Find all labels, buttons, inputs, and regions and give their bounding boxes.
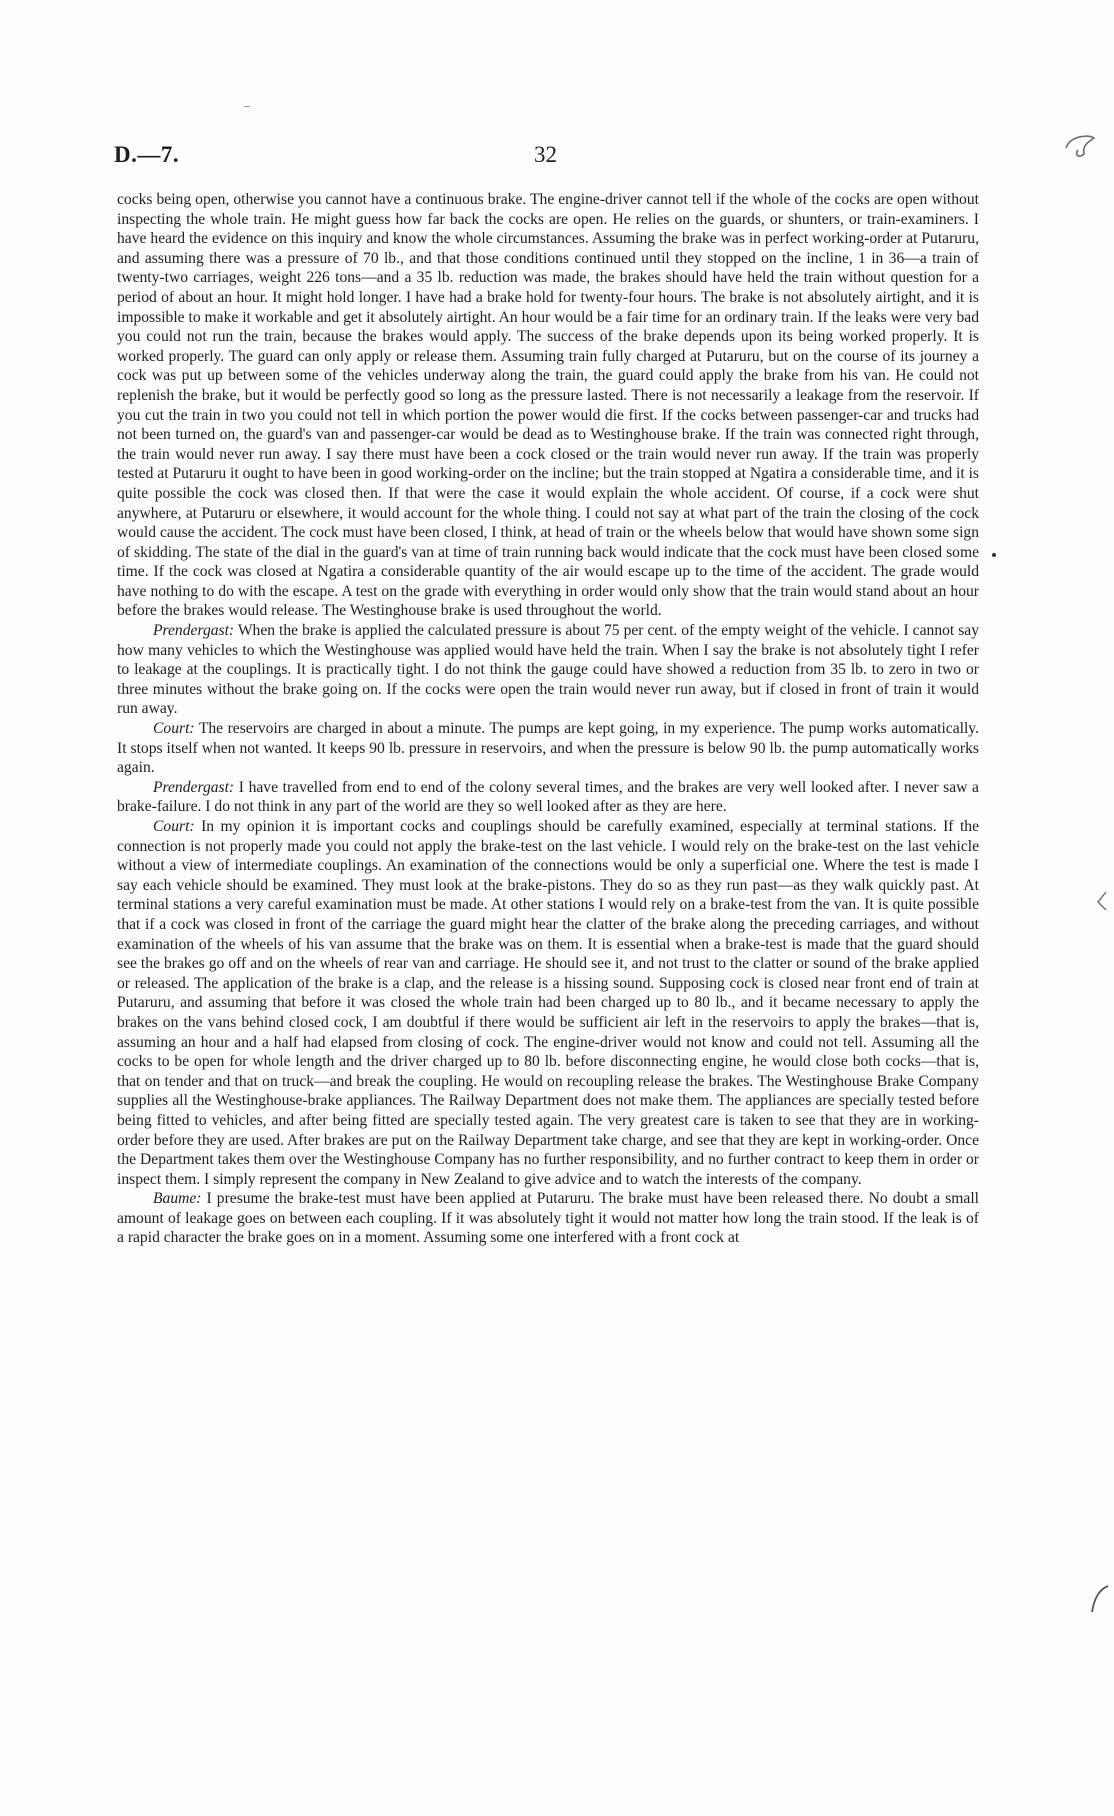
paragraph <box>117 1189 979 1248</box>
testimony-body <box>117 190 979 1248</box>
paragraph-text: I presume the brake-test must have been applied at Putaruru. The brake must have been released there. No doubt a small amount of leakage goes on between each coupling. If it was absolutely tight it would not matter how long the train stood. If the leak is of a rapid character the brake goes on in a moment. Assuming some one interfered with a front cock at <box>117 1190 979 1247</box>
paragraph-text: The reservoirs are charged in about a minute. The pumps are kept going, in my experience. The pump works automatically. It stops itself when not wanted. It keeps 90 lb. pressure in reservoirs, and when the pressure is below 90 lb. the pump automatically works again. <box>117 720 979 777</box>
pencil-curve-icon <box>1088 1582 1112 1616</box>
paragraph <box>117 621 979 719</box>
document-reference: D.—7. <box>114 142 180 167</box>
paragraph-text: When the brake is applied the calculated pressure is about 75 per cent. of the empty weight of the vehicle. I cannot say how many vehicles to which the Westinghouse was applied would have held the train. When I say the brake is not absolutely tight I refer to leakage at the couplings. It is practically tight. I do not think the gauge could have showed a reduction from 35 lb. to zero in two or three minutes without the brake going on. If the cocks were open the train would never run away, but if closed in front of train it would run away. <box>117 622 979 718</box>
speaker-label: Baume: <box>153 1190 202 1208</box>
paragraph <box>117 778 979 817</box>
paragraph-text: In my opinion it is important cocks and couplings should be carefully examined, especially at terminal stations. If the connection is not properly made you could not apply the brake-test on the last vehicle. I would rely on the brake-test on the last vehicle without a view of intermediate couplings. An examination of the connections would be only a superficial one. Where the test is made I say each vehicle should be examined. They must look at the brake-pistons. They do so as they run past—as they walk quickly past. At terminal stations a very careful examination must be made. At other stations I would rely on a brake-test from the van. It is quite possible that if a cock was closed in front of the carriage the guard might hear the clatter of the brake along the preceding carriages, and without examination of the wheels of his van assume that the brake was on them. It is essential when a brake-test is made that the guard should see the brakes go off and on the wheels of rear van and carriage. He should see it, and not trust to the clatter or sound of the brake applied or released. The application of the brake is a clap, and the release is a hissing sound. Supposing cock is closed near front end of train at Putaruru, and assuming that before it was closed the whole train had been charged up to 80 lb., and it became necessary to apply the brakes on the vans behind closed cock, I am doubtful if there would be sufficient air left in the reservoirs to apply the brakes—that is, assuming an hour and a half had elapsed from closing of cock. The engine-driver would not know and could not tell. Assuming all the cocks to be open for whole length and the driver charged up to 80 lb. before disconnecting engine, he would close both cocks—that is, that on tender and that on truck—and break the coupling. He would on recoupling release the brakes. The Westinghouse Brake Company supplies all the Westinghouse-brake appliances. The Railway Department does not make them. The appliances are specially tested before being fitted to vehicles, and after being fitted are specially tested again. The very greatest care is taken to see that they are in working-order before they are used. After brakes are put on the Railway Department take charge, and see that they are kept in working-order. Once the Department takes them over the Westinghouse Company has no further responsibility, and no further contract to keep them in order or inspect them. I simply represent the company in New Zealand to give advice and to watch the interests of the company. <box>117 818 979 1188</box>
pencil-tick-icon <box>1094 890 1110 912</box>
paragraph <box>117 817 979 1189</box>
scan-mark <box>244 106 250 107</box>
paragraph <box>117 719 979 778</box>
speaker-label: Prendergast: <box>153 778 235 796</box>
paragraph <box>117 190 979 621</box>
bullet-dot-icon <box>991 552 997 558</box>
page-number: 32 <box>534 142 557 167</box>
page-header <box>114 142 980 182</box>
speaker-label: Court: <box>153 720 195 738</box>
paragraph-text: I have travelled from end to end of the colony several times, and the brakes are very well looked after. I never saw a brake-failure. I do not think in any part of the world are they so well looked after as they are here. <box>117 778 979 816</box>
speaker-label: Prendergast: <box>153 622 235 640</box>
paragraph-text: cocks being open, otherwise you cannot have a continuous brake. The engine-driver cannot tell if the whole of the cocks are open without inspecting the whole train. He might guess how far back the cocks are open. He relies on the guards, or shunters, or train-examiners. I have heard the evidence on this inquiry and know the whole circumstances. Assuming the brake was in perfect working-order at Putaruru, and assuming there was a pressure of 70 lb., and that those conditions continued until they stopped on the incline, 1 in 36—a train of twenty-two carriages, weight 226 tons—and a 35 lb. reduction was made, the brakes should have held the train without question for a period of about an hour. It might hold longer. I have had a brake hold for twenty-four hours. The brake is not absolutely airtight, and it is impossible to make it workable and get it absolutely airtight. An hour would be a fair time for an ordinary train. If the leaks were very bad you could not run the train, because the brakes would apply. The success of the brake depends upon its being worked properly. It is worked properly. The guard can only apply or release them. Assuming train fully charged at Putaruru, but on the course of its journey a cock was put up between some of the vehicles underway along the train, the guard could apply the brake from his van. He could not replenish the brake, but it would be perfectly good so long as the pressure lasted. There is not necessarily a leakage from the reservoir. If you cut the train in two you could not tell in which portion the power would die first. If the cocks between passenger-car and trucks had not been turned on, the guard's van and passenger-car would be dead as to Westinghouse brake. If the train was connected right through, the train would never run away. I say there must have been a cock closed or the train would never run away. If the train was properly tested at Putaruru it ought to have been in good working-order on the incline; but the train stopped at Ngatira a considerable time, and it is quite possible the cock was closed then. If that were the case it would explain the whole accident. Of course, if a cock were shut anywhere, at Putaruru or elsewhere, it would account for the whole thing. I could not say at what part of the train the closing of the cock would cause the accident. The cock must have been closed, I think, at head of train or the wheels below that would have shown some sign of skidding. The state of the dial in the guard's van at time of train running back would indicate that the cock must have been closed some time. If the cock was closed at Ngatira a considerable quantity of the air would escape up to the time of the accident. The grade would have nothing to do with the escape. A test on the grade with everything in order would only show that the train would stand about an hour before the brakes would release. The Westinghouse brake is used throughout the world. <box>117 191 979 620</box>
speaker-label: Court: <box>153 818 195 835</box>
pencil-scribble-icon <box>1060 128 1100 168</box>
